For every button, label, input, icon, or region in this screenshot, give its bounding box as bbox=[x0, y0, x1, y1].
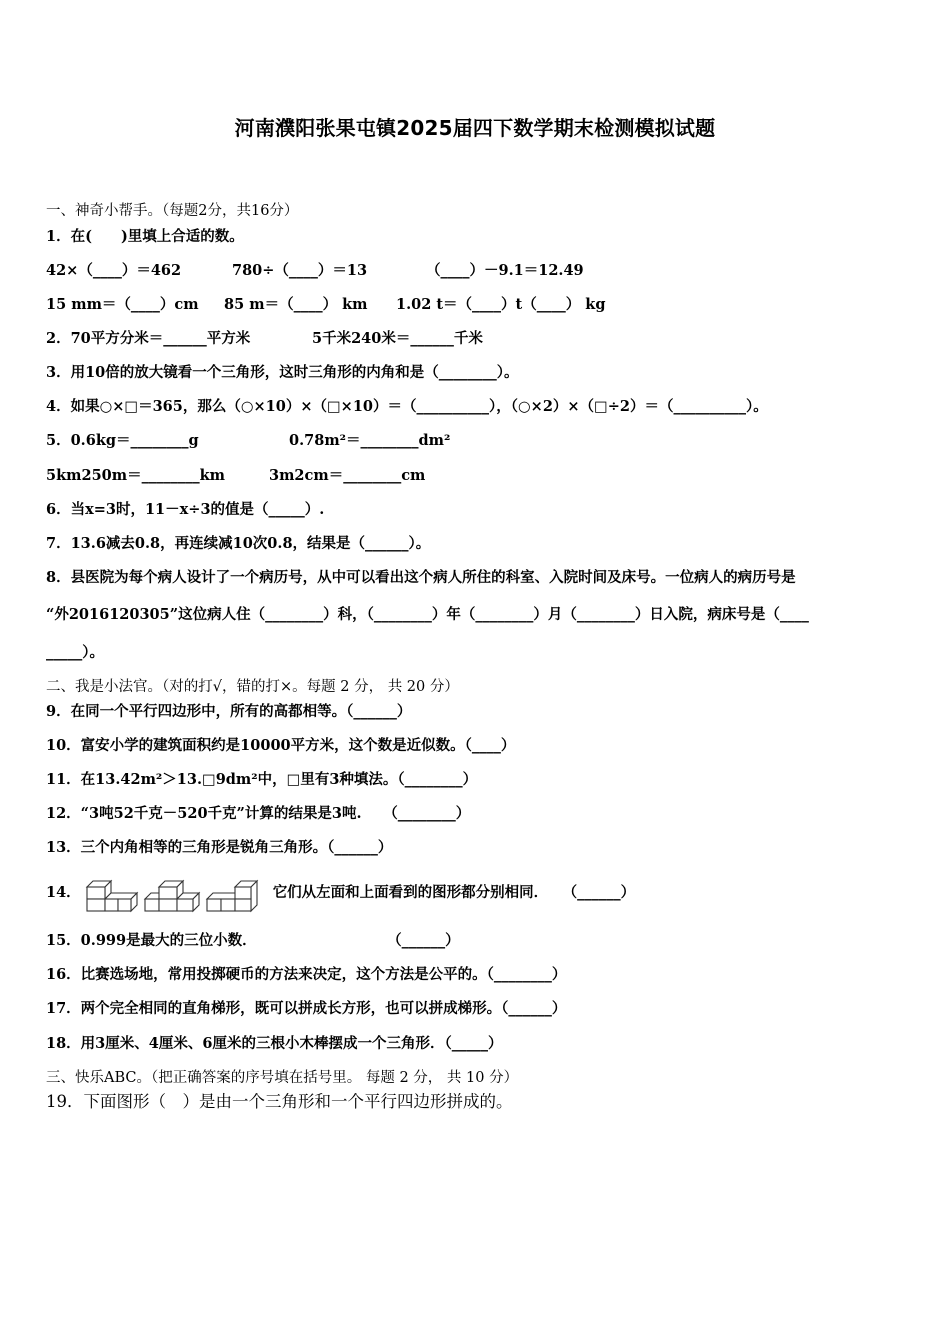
q1-blank-d: 15 mm＝（____）cm bbox=[46, 296, 199, 313]
section-2-heading: 二、我是小法官。（对的打√，错的打×。每题 2 分， 共 20 分） bbox=[46, 679, 459, 695]
q2-part-b: 5千米240米＝______千米 bbox=[312, 330, 483, 347]
question-16: 16．比赛选场地，常用投掷硬币的方法来决定，这个方法是公平的。（________） bbox=[46, 966, 567, 983]
question-1-row-1 bbox=[46, 262, 584, 280]
q1-blank-e: 85 m＝（____） km bbox=[224, 296, 368, 313]
question-3: 3．用10倍的放大镜看一个三角形，这时三角形的内角和是（________）。 bbox=[46, 364, 519, 381]
q14-text: 它们从左面和上面看到的图形都分别相同． （______） bbox=[272, 884, 636, 901]
q1-blank-a: 42×（____）＝462 bbox=[46, 262, 182, 279]
section-3-heading: 三、快乐ABC。（把正确答案的序号填在括号里。 每题 2 分， 共 10 分） bbox=[46, 1070, 519, 1086]
question-12: 12．“3吨52千克－520千克”计算的结果是3吨. （________） bbox=[46, 805, 471, 822]
q2-part-a: 2．70平方分米＝______平方米 bbox=[46, 330, 251, 347]
question-5-row-2 bbox=[46, 467, 425, 485]
question-13: 13．三个内角相等的三角形是锐角三角形。（______） bbox=[46, 839, 393, 856]
q1-blank-b: 780÷（____）＝13 bbox=[232, 262, 368, 279]
page-title: 河南濮阳张果屯镇2025届四下数学期末检测模拟试题 bbox=[234, 116, 716, 140]
question-7: 7．13.6减去0.8，再连续减10次0.8，结果是（______）。 bbox=[46, 535, 431, 552]
question-17: 17．两个完全相同的直角梯形，既可以拼成长方形，也可以拼成梯形。（______） bbox=[46, 1000, 567, 1017]
q5-part-b: 0.78m²＝________dm² bbox=[289, 432, 451, 449]
question-8-line-3: _____）。 bbox=[46, 644, 104, 661]
cube-figures-image bbox=[81, 871, 269, 915]
question-15: 15．0.999是最大的三位小数． （______） bbox=[46, 932, 460, 949]
question-18: 18．用3厘米、4厘米、6厘米的三根小木棒摆成一个三角形．（_____） bbox=[46, 1035, 503, 1052]
question-6: 6．当x=3时，11－x÷3的值是（_____）. bbox=[46, 501, 325, 518]
question-8-line-1: 8．县医院为每个病人设计了一个病历号，从中可以看出这个病人所住的科室、入院时间及床号。一位病人的病历号是 bbox=[46, 569, 796, 586]
question-19: 19．下面图形（ ）是由一个三角形和一个平行四边形拼成的。 bbox=[46, 1092, 513, 1111]
question-4: 4．如果○×□＝365，那么（○×10）×（□×10）＝（__________），（○×2）×（□÷2）＝（__________）。 bbox=[46, 398, 768, 415]
question-8-line-2: “外2016120305”这位病人住（________）科，（________）年（________）月（________）日入院，病床号是（____ bbox=[46, 606, 809, 623]
question-11: 11．在13.42m²＞13.□9dm²中，□里有3种填法。（________） bbox=[46, 771, 478, 788]
question-9: 9．在同一个平行四边形中，所有的高都相等。（______） bbox=[46, 703, 412, 720]
q5-part-a: 5．0.6kg＝________g bbox=[46, 432, 199, 449]
question-1-row-2 bbox=[46, 296, 606, 314]
question-2 bbox=[46, 330, 483, 348]
q1-blank-f: 1.02 t＝（____）t（____） kg bbox=[396, 296, 606, 313]
question-5-row-1 bbox=[46, 432, 450, 450]
q5-part-d: 3m2cm＝________cm bbox=[269, 467, 426, 484]
question-1: 1．在( )里填上合适的数。 bbox=[46, 228, 244, 245]
section-1-heading: 一、神奇小帮手。（每题2分，共16分） bbox=[46, 203, 299, 219]
question-14 bbox=[46, 871, 635, 915]
q1-blank-c: （____）－9.1＝12.49 bbox=[426, 262, 584, 279]
question-10: 10．富安小学的建筑面积约是10000平方米，这个数是近似数。（____） bbox=[46, 737, 516, 754]
q14-number: 14． bbox=[46, 884, 81, 901]
q5-part-c: 5km250m＝________km bbox=[46, 467, 225, 484]
